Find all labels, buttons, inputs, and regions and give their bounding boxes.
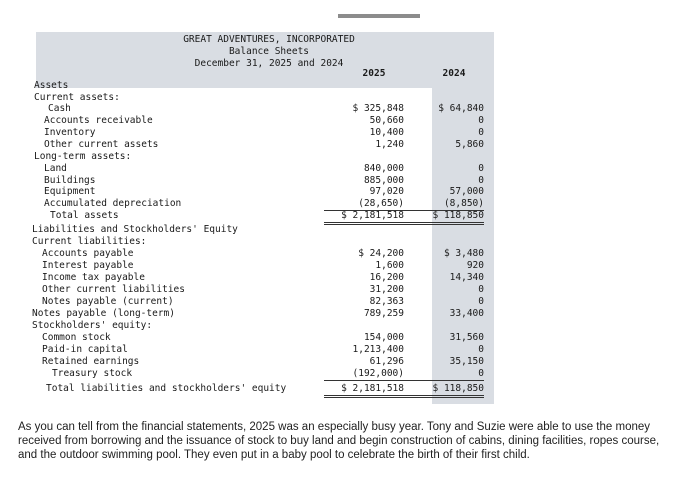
value-2024: 33,400 [449, 308, 484, 319]
table-row [28, 368, 496, 380]
value-2025: 10,400 [369, 127, 404, 138]
table-row [28, 139, 496, 151]
row-label: Interest payable [42, 260, 134, 271]
row-label: Notes payable (long-term) [32, 308, 175, 319]
row-label: Equipment [44, 186, 96, 197]
row-label: Liabilities and Stockholders' Equity [32, 224, 238, 235]
table-row [28, 284, 496, 296]
value-2025: 50,660 [369, 115, 404, 126]
value-2024: 5,860 [455, 139, 484, 150]
value-2025: 789,259 [363, 308, 404, 319]
table-row [28, 248, 496, 260]
value-2024: 0 [478, 296, 484, 307]
value-2025: $ 325,848 [352, 103, 404, 114]
value-2024: 31,560 [449, 332, 484, 343]
row-label: Buildings [44, 175, 96, 186]
table-row [28, 127, 496, 139]
value-2024: $ 118,850 [404, 210, 484, 225]
value-2025: $ 2,181,518 [324, 210, 404, 225]
value-2025: 1,240 [375, 139, 404, 150]
value-2025: $ 2,181,518 [324, 383, 404, 398]
value-2025: 82,363 [369, 296, 404, 307]
row-label: Accumulated depreciation [44, 198, 182, 209]
value-2024: $ 3,480 [443, 248, 484, 259]
table-row [28, 272, 496, 284]
value-2025: 885,000 [363, 175, 404, 186]
company-name: GREAT ADVENTURES, INCORPORATED [183, 34, 355, 45]
table-row [28, 151, 496, 163]
column-header-2025: 2025 [362, 68, 386, 79]
table-row [28, 115, 496, 127]
statement-title [164, 34, 374, 70]
value-2025: 31,200 [369, 284, 404, 295]
table-row [28, 236, 496, 248]
row-label: Accounts payable [42, 248, 134, 259]
row-label: Stockholders' equity: [32, 320, 153, 331]
table-row [28, 344, 496, 356]
value-2025: 97,020 [369, 186, 404, 197]
table-row [28, 320, 496, 332]
value-2024: 920 [466, 260, 484, 271]
row-label: Land [44, 163, 67, 174]
row-label: Accounts receivable [44, 115, 153, 126]
statement-dates: December 31, 2025 and 2024 [194, 58, 344, 69]
column-header-2024: 2024 [442, 68, 466, 79]
row-label: Notes payable (current) [42, 296, 174, 307]
value-2025: 61,296 [369, 356, 404, 367]
row-label: Current liabilities: [32, 236, 147, 247]
value-2024: 0 [478, 175, 484, 186]
row-label: Treasury stock [52, 368, 133, 379]
value-2025: 154,000 [363, 332, 404, 343]
row-label: Other current liabilities [42, 284, 185, 295]
table-row [28, 383, 496, 395]
value-2024: $ 64,840 [438, 103, 484, 114]
row-label: Cash [48, 103, 71, 114]
value-2024: $ 118,850 [404, 383, 484, 398]
narrative-caption: As you can tell from the financial statements, 2025 was an especially busy year. Tony and Suzie were able to use the money received from borrowing and the issuance of stock to buy land and begin construction of cabins, dining facilities, ropes course, and the outdoor swimming pool. They even put in a baby pool to celebrate the birth of their first child. [18, 421, 660, 461]
row-label: Current assets: [34, 92, 120, 103]
value-2024: 0 [478, 115, 484, 126]
row-label: Total liabilities and stockholders' equity [46, 383, 287, 394]
table-row [28, 186, 496, 198]
row-label: Retained earnings [42, 356, 140, 367]
value-2024: (8,850) [404, 198, 484, 211]
balance-sheet [28, 28, 496, 404]
table-row [28, 224, 496, 236]
table-row [28, 163, 496, 175]
table-row [28, 103, 496, 115]
value-2025: 840,000 [363, 163, 404, 174]
value-2024: 35,150 [449, 356, 484, 367]
value-2025: 1,213,400 [352, 344, 404, 355]
value-2024: 0 [478, 284, 484, 295]
value-2024: 14,340 [449, 272, 484, 283]
value-2025: $ 24,200 [358, 248, 404, 259]
value-2024: 57,000 [449, 186, 484, 197]
table-row [28, 356, 496, 368]
table-row [28, 80, 496, 92]
table-row [28, 198, 496, 210]
row-label: Income tax payable [42, 272, 145, 283]
top-divider [338, 14, 420, 18]
value-2025: 1,600 [375, 260, 404, 271]
row-label: Other current assets [44, 139, 159, 150]
value-2024: 0 [478, 127, 484, 138]
table-row [28, 332, 496, 344]
statement-name: Balance Sheets [228, 46, 310, 57]
value-2024: 0 [404, 368, 484, 381]
table-row [28, 308, 496, 320]
row-label: Common stock [42, 332, 111, 343]
row-label: Inventory [44, 127, 96, 138]
value-2025: 16,200 [369, 272, 404, 283]
table-row [28, 210, 496, 222]
row-label: Assets [34, 80, 69, 91]
value-2024: 0 [478, 344, 484, 355]
value-2025: (192,000) [324, 368, 404, 381]
table-row [28, 260, 496, 272]
row-label: Paid-in capital [42, 344, 128, 355]
table-row [28, 296, 496, 308]
value-2025: (28,650) [324, 198, 404, 211]
row-label: Total assets [50, 210, 119, 221]
value-2024: 0 [478, 163, 484, 174]
row-label: Long-term assets: [34, 151, 132, 162]
